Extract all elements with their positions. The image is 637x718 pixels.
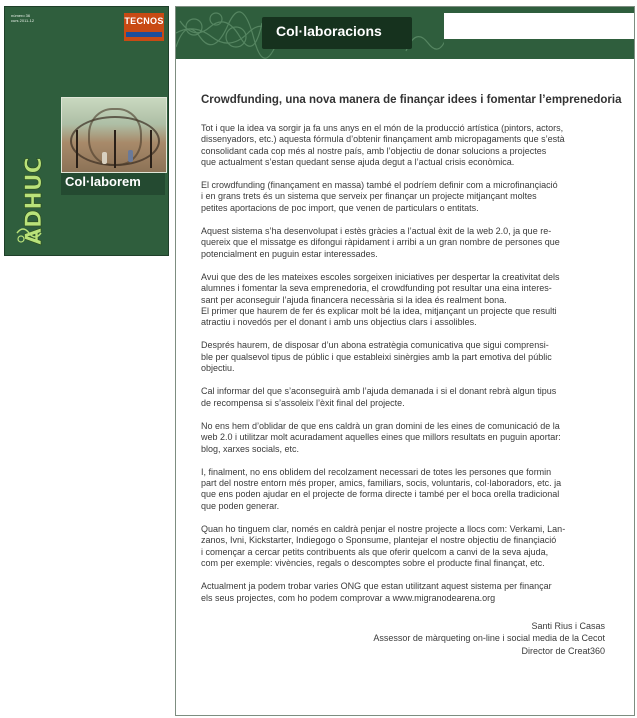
cover-playground-photo: [61, 97, 167, 173]
article-panel: [175, 6, 635, 716]
magazine-cover: [4, 6, 169, 256]
article-paragraph: Aquest sistema s’ha desenvolupat i estès gràcies a l’actual èxit de la web 2.0, ja que re- quereix que el missatge es difongui ràpidament i arribi a un gran nombre de persones que potencialment en puguin estar interessades.: [201, 226, 560, 259]
article-paragraph: El crowdfunding (finançament en massa) també el podríem definir com a microfinançiació i en grans trets és un sistema que serveix per finançar un projecte mitjançant moltes petites aportacions de poc import, que venen de particulars o entitats.: [201, 180, 558, 213]
article-paragraph: No ens hem d’oblidar de que ens caldrà un gran domini de les eines de comunicació de la web 2.0 i utilitzar molt acuradament aquelles eines que millors resultats en puguin aportar: blog, xarxes socials, etc.: [201, 420, 561, 454]
cover-issue-year: curs 2011-12: [11, 18, 35, 23]
article-paragraph: Cal informar del que s’aconseguirà amb l’ajuda demanada i si el donant rebrà algun tipus de recompensa si s’assoleix l’èxit final del projecte.: [201, 386, 557, 408]
tecnos-logo-bar: [126, 32, 162, 37]
article-paragraph: Avui que des de les mateixes escoles sorgeixen iniciatives per despertar la creativitat dels alumnes i fomentar la seva emprenedoria, el crowdfunding pot resultar una eina interes- sant per aconseguir l’ajuda financera necessària si la idea és realment bona. El primer que haurem de fer és explicar molt bé la idea, mitjançant un projecte que resulti atractiu i novedós per el donant i amb uns objectius clars i assolibles.: [201, 271, 560, 328]
section-title: Col·laboracions: [276, 23, 382, 39]
adhuc-logo: [11, 137, 59, 247]
cover-title: Col·laborem: [65, 174, 141, 189]
article-paragraph: I, finalment, no ens oblidem del recolzament necessari de totes les persones que formin part del nostre entorn més proper, amics, familiars, socis, voluntaris, col·laboradors, etc. ja que ens poden ajudar en el projecte de forma directe i també per el boca orella tradicional que poden generar.: [201, 466, 562, 511]
cover-issue-info: [11, 13, 34, 23]
article-headline: Crowdfunding, una nova manera de finançar idees i fomentar l’emprenedoria: [201, 94, 622, 106]
author-title: Director de Creat360: [521, 645, 605, 656]
article-paragraph: Actualment ja podem trobar varies ONG que estan utilitzant aquest sistema per finançar els seus projectes, com ho podem comprovar a www.migranodearena.org: [201, 581, 552, 603]
tecnos-logo-text: TECNOS: [124, 16, 164, 26]
cover-issue-number: número 36: [11, 13, 31, 18]
article-paragraph: Quan ho tinguem clar, només en caldrà penjar el nostre projecte a llocs com: Verkami, Lan- zanos, Ivni, Kickstarter, Indiegogo o Sponsume, plantejar el nostre objectiu de finançiació i començar a cercar petits contribuents als que oferir quelcom a canvi de la seva ajuda, com per exemple: vivències, regals o descomptes sobre el producte final finançat, etc.: [201, 524, 566, 568]
article-paragraph: Tot i que la idea va sorgir ja fa uns anys en el món de la producció artística (pintors, actors, dissenyadors, etc.) aquesta fórmula d’obtenir finançament amb micropagaments que s’està consolidant cada cop més al nostre país, amb l’objectiu de donar solucions a projectes que actualment s’estan quedant sense ajuda degut a l’actual crisis econòmica.: [201, 123, 565, 167]
tecnos-logo: [124, 13, 164, 41]
author-signature: [201, 620, 605, 658]
author-role: Assessor de màrqueting on-line i social media de la Cecot: [373, 633, 605, 644]
section-banner: [176, 7, 634, 59]
article-paragraph: Després haurem, de disposar d’un abona estratègia comunicativa que sigui comprensi- ble per qualsevol tipus de públic i que estableixi sinèrgies amb la part emotiva del públic objectiu.: [201, 340, 552, 374]
adhuc-logo-text: ADHUC: [22, 157, 47, 245]
author-name: Santi Rius i Casas: [531, 620, 605, 631]
article-body: [201, 93, 622, 657]
